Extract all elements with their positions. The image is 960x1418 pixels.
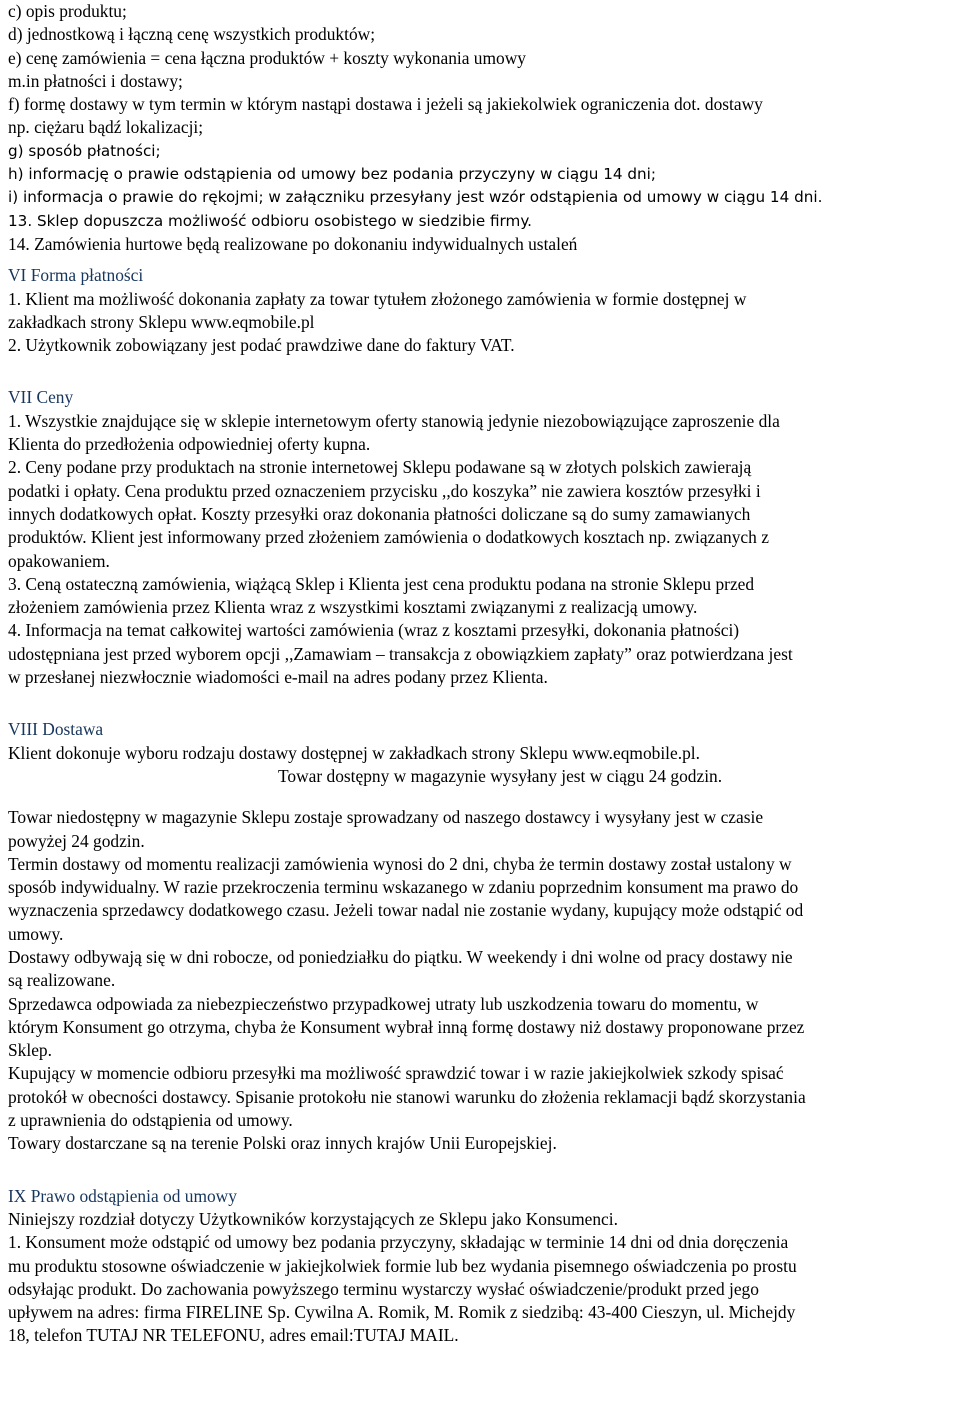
text-line: 13. Sklep dopuszcza możliwość odbioru osobistego w siedzibie firmy. <box>8 211 532 230</box>
text-line: umowy. <box>8 923 64 944</box>
text-line: Sklep. <box>8 1040 52 1061</box>
text-line: sposób indywidualny. W razie przekroczenia terminu wskazanego w zdaniu poprzednim konsument ma prawo do <box>8 877 799 898</box>
section-v-tail <box>8 0 952 256</box>
text-line: m.in płatności i dostawy; <box>8 70 183 91</box>
text-line: 2. Ceny podane przy produktach na stronie internetowej Sklepu podawane są w złotych polskich zawierają <box>8 457 752 478</box>
text-line: z uprawnienia do odstąpienia od umowy. <box>8 1110 293 1131</box>
section-vi <box>8 264 952 357</box>
text-line: opakowaniem. <box>8 550 110 571</box>
text-line: podatki i opłaty. Cena produktu przed oznaczeniem przycisku ,,do koszyka” nie zawiera kosztów przesyłki i <box>8 480 761 501</box>
text-line: udostępniana jest przed wyborem opcji ,,Zamawiam – transakcja z obowiązkiem zapłaty” oraz potwierdzana jest <box>8 643 793 664</box>
text-line: Sprzedawca odpowiada za niebezpieczeństwo przypadkowej utraty lub uszkodzenia towaru do momentu, w <box>8 993 759 1014</box>
text-line: mu produktu stosowne oświadczenie w jakiejkolwiek formie lub bez wydania pisemnego oświadczenia po prostu <box>8 1255 797 1276</box>
text-line: d) jednostkową i łączną cenę wszystkich produktów; <box>8 24 376 45</box>
text-line: innych dodatkowych opłat. Koszty przesyłki oraz dokonania płatności doliczane są do sumy zamawianych <box>8 503 751 524</box>
text-line: produktów. Klient jest informowany przed złożeniem zamówienia o dodatkowych kosztach np. związanych z <box>8 527 769 548</box>
text-line: złożeniem zamówienia przez Klienta wraz z wszystkimi kosztami związanymi z realizacją umowy. <box>8 597 698 618</box>
text-line: 1. Klient ma możliwość dokonania zapłaty za towar tytułem złożonego zamówienia w formie dostępnej w <box>8 288 747 309</box>
section-viii <box>8 718 952 1155</box>
text-line: 1. Konsument może odstąpić od umowy bez podania przyczyny, składając w terminie 14 dni od dnia doręczenia <box>8 1232 789 1253</box>
text-line: Termin dostawy od momentu realizacji zamówienia wynosi do 2 dni, chyba że termin dostawy został ustalony w <box>8 853 792 874</box>
text-line: 14. Zamówienia hurtowe będą realizowane po dokonaniu indywidualnych ustaleń <box>8 233 578 254</box>
text-line: i) informacja o prawie do rękojmi; w załączniku przesyłany jest wzór odstąpienia od umowy w ciągu 14 dni. <box>8 188 823 207</box>
section-heading: VI Forma płatności <box>8 265 144 286</box>
text-line: Kupujący w momencie odbioru przesyłki ma możliwość sprawdzić towar i w razie jakiejkolwiek szkody spisać <box>8 1063 784 1084</box>
text-line: g) sposób płatności; <box>8 141 161 160</box>
text-line: 3. Ceną ostateczną zamówienia, wiążącą Sklep i Klienta jest cena produktu podana na stronie Sklepu przed <box>8 573 755 594</box>
section-vii <box>8 386 952 689</box>
text-line: protokół w obecności dostawcy. Spisanie protokołu nie stanowi warunku do złożenia reklamacji bądź skorzystania <box>8 1086 806 1107</box>
text-line: h) informację o prawie odstąpienia od umowy bez podania przyczyny w ciągu 14 dni; <box>8 165 657 184</box>
text-line: upływem na adres: firma FIRELINE Sp. Cywilna A. Romik, M. Romik z siedzibą: 43-400 Cieszyn, ul. Michejdy <box>8 1302 796 1323</box>
text-line: powyżej 24 godzin. <box>8 830 145 851</box>
text-line: 1. Wszystkie znajdujące się w sklepie internetowym oferty stanowią jedynie niezobowiązujące zaproszenie dla <box>8 410 780 431</box>
text-line: 2. Użytkownik zobowiązany jest podać prawdziwe dane do faktury VAT. <box>8 335 515 356</box>
text-line: w przesłanej niezwłocznie wiadomości e-mail na adres podany przez Klienta. <box>8 667 548 688</box>
text-line: Dostawy odbywają się w dni robocze, od poniedziałku do piątku. W weekendy i dni wolne od pracy dostawy nie <box>8 946 793 967</box>
section-heading: VII Ceny <box>8 387 74 408</box>
text-line: Niniejszy rozdział dotyczy Użytkowników korzystających ze Sklepu jako Konsumenci. <box>8 1208 618 1229</box>
text-line: Klient dokonuje wyboru rodzaju dostawy dostępnej w zakładkach strony Sklepu www.eqmobile.pl. <box>8 742 700 763</box>
text-line: są realizowane. <box>8 970 116 991</box>
text-line: Klienta do przedłożenia odpowiedniej oferty kupna. <box>8 434 371 455</box>
text-line: wyznaczenia sprzedawcy dodatkowego czasu. Jeżeli towar nadal nie zostanie wydany, kupujący może odstąpić od <box>8 900 804 921</box>
text-line: 18, telefon TUTAJ NR TELEFONU, adres email:TUTAJ MAIL. <box>8 1325 459 1346</box>
section-heading: IX Prawo odstąpienia od umowy <box>8 1185 237 1206</box>
text-line: Towary dostarczane są na terenie Polski oraz innych krajów Unii Europejskiej. <box>8 1133 557 1154</box>
text-line: f) formę dostawy w tym termin w którym nastąpi dostawa i jeżeli są jakiekolwiek ograniczenia dot. dostawy <box>8 94 763 115</box>
text-line: e) cenę zamówienia = cena łączna produktów + koszty wykonania umowy <box>8 47 526 68</box>
text-line: 4. Informacja na temat całkowitej wartości zamówienia (wraz z kosztami przesyłki, dokonania płatności) <box>8 620 740 641</box>
text-line: np. ciężaru bądź lokalizacji; <box>8 117 204 138</box>
section-ix <box>8 1185 952 1348</box>
text-line: którym Konsument go otrzyma, chyba że Konsument wybrał inną formę dostawy niż dostawy proponowane przez <box>8 1016 805 1037</box>
section-heading: VIII Dostawa <box>8 719 104 740</box>
text-line: c) opis produktu; <box>8 1 127 21</box>
text-line: Towar niedostępny w magazynie Sklepu zostaje sprowadzany od naszego dostawcy i wysyłany jest w czasie <box>8 807 764 828</box>
text-line: odsyłając produkt. Do zachowania powyższego terminu wystarczy wysłać oświadczenie/produkt przed jego <box>8 1278 759 1299</box>
text-line: zakładkach strony Sklepu www.eqmobile.pl <box>8 311 315 332</box>
text-line: Towar dostępny w magazynie wysyłany jest w ciągu 24 godzin. <box>278 765 723 786</box>
